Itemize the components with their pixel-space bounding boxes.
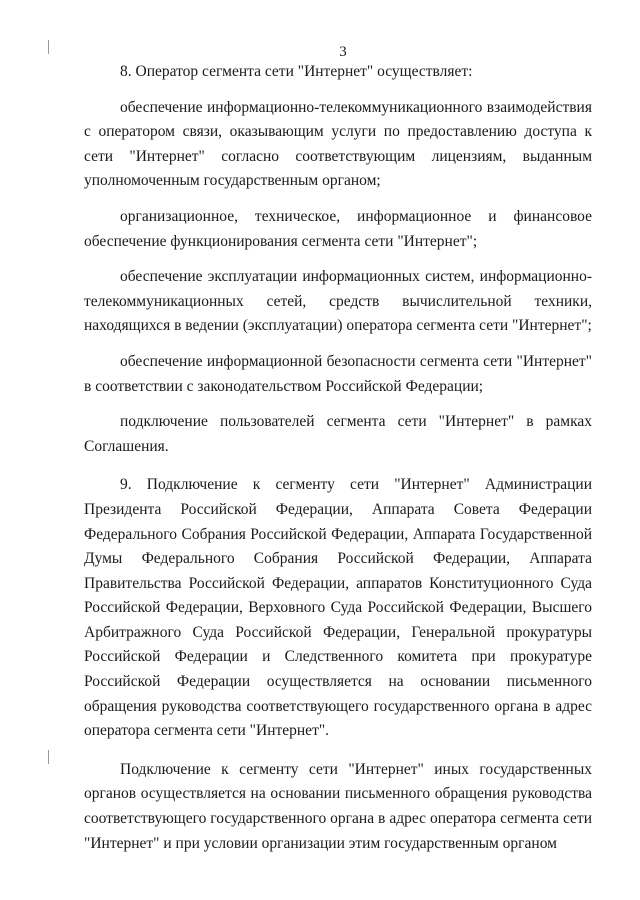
document-body <box>84 60 592 856</box>
paragraph-telecom-interaction: обеспечение информационно-телекоммуникационного взаимодействия с оператором связи, оказывающим услуги по предоставлению доступа к сети "Интернет" согласно соответствующим лицензиям, выданным уполномоченным государственным органом; <box>84 98 592 190</box>
paragraph-item-8: 8. Оператор сегмента сети "Интернет" осуществляет: <box>120 63 473 80</box>
paragraph-item-9: 9. Подключение к сегменту сети "Интернет" Администрации Президента Российской Федерации, Аппарата Совета Федерации Федерального Собрания Российской Федерации, Аппарата Государственной Думы Федерального Собрания Российской Федерации, Аппарата Правительства Российской Федерации, аппаратов Конституционного Суда Российской Федерации, Верховного Суда Российской Федерации, Высшего Арбитражного Суда Российской Федерации, Генеральной прокуратуры Российской Федерации и Следственного комитета при прокуратуре Российской Федерации осуществляется на основании письменного обращения руководства соответствующего государственного органа в адрес оператора сегмента сети "Интернет". <box>84 476 592 740</box>
paragraph-operation-support: обеспечение эксплуатации информационных систем, информационно-телекоммуникационных сетей, средств вычислительной техники, находящихся в ведении (эксплуатации) оператора сегмента сети "Интернет"; <box>84 268 592 335</box>
scan-margin-mark <box>48 750 49 764</box>
paragraph-user-connection: подключение пользователей сегмента сети "Интернет" в рамках Соглашения. <box>84 413 592 455</box>
page-number: 3 <box>339 44 347 60</box>
paragraph-other-agencies: Подключение к сегменту сети "Интернет" иных государственных органов осуществляется на основании письменного обращения руководства соответствующего государственного органа в адрес оператора сегмента сети "Интернет" и при условии организации этим государственным органом <box>84 760 592 852</box>
paragraph-information-security: обеспечение информационной безопасности сегмента сети "Интернет" в соответствии с законодательством Российской Федерации; <box>84 352 592 395</box>
paragraph-organizational-support: организационное, техническое, информационное и финансовое обеспечение функционирования сегмента сети "Интернет"; <box>84 207 592 250</box>
